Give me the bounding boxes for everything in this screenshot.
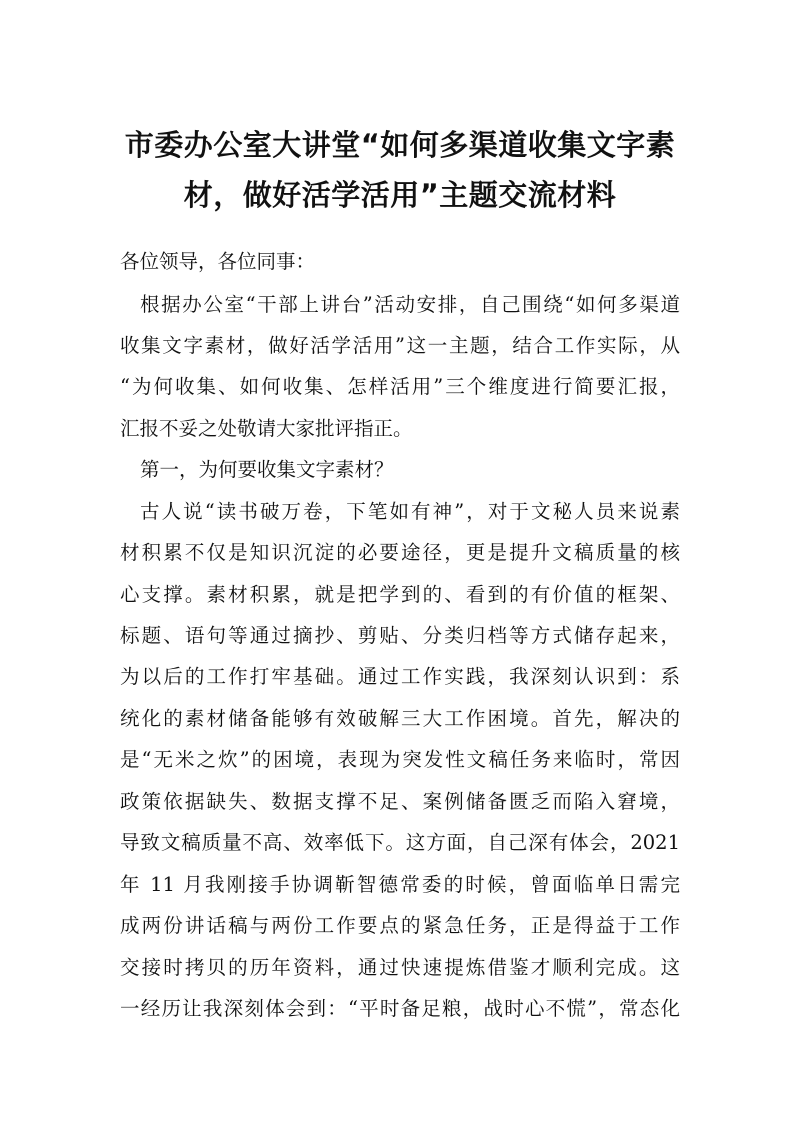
body-line: 导致文稿质量不高、效率低下。这方面，自己深有体会，2021 bbox=[120, 831, 680, 854]
body-line: “为何收集、如何收集、怎样活用”三个维度进行简要汇报， bbox=[120, 375, 680, 398]
body-line: 材积累不仅是知识沉淀的必要途径，更是提升文稿质量的核 bbox=[120, 541, 680, 564]
document-title-line-1: 市委办公室大讲堂“如何多渠道收集文字素 bbox=[124, 128, 676, 162]
body-line: 收集文字素材，做好活学活用”这一主题，结合工作实际，从 bbox=[120, 334, 680, 357]
body-line: 交接时拷贝的历年资料，通过快速提炼借鉴才顺利完成。这 bbox=[120, 956, 680, 979]
salutation: 各位领导，各位同事： bbox=[120, 250, 316, 273]
body-line: 标题、语句等通过摘抄、剪贴、分类归档等方式储存起来， bbox=[120, 624, 680, 647]
body-line: 统化的素材储备能够有效破解三大工作困境。首先，解决的 bbox=[120, 707, 680, 730]
body-line: 汇报不妥之处敬请大家批评指正。 bbox=[120, 417, 413, 440]
body-line: 古人说“读书破万卷，下笔如有神”，对于文秘人员来说素 bbox=[140, 500, 680, 523]
document-title-line-2: 材，做好活学活用”主题交流材料 bbox=[183, 178, 617, 212]
body-line: 政策依据缺失、数据支撑不足、案例储备匮乏而陷入窘境， bbox=[120, 790, 680, 813]
body-line: 心支撑。素材积累，就是把学到的、看到的有价值的框架、 bbox=[120, 583, 680, 606]
body-line: 成两份讲话稿与两份工作要点的紧急任务，正是得益于工作 bbox=[120, 914, 680, 937]
body-line: 一经历让我深刻体会到：“平时备足粮，战时心不慌”，常态化 bbox=[120, 997, 680, 1020]
section-heading: 第一，为何要收集文字素材？ bbox=[140, 458, 394, 481]
body-line: 年 11 月我刚接手协调靳智德常委的时候，曾面临单日需完 bbox=[120, 873, 680, 896]
body-line: 是“无米之炊”的困境，表现为突发性文稿任务来临时，常因 bbox=[120, 748, 680, 771]
body-line: 根据办公室“干部上讲台”活动安排，自己围绕“如何多渠道 bbox=[140, 293, 680, 316]
body-line: 为以后的工作打牢基础。通过工作实践，我深刻认识到：系 bbox=[120, 665, 680, 688]
